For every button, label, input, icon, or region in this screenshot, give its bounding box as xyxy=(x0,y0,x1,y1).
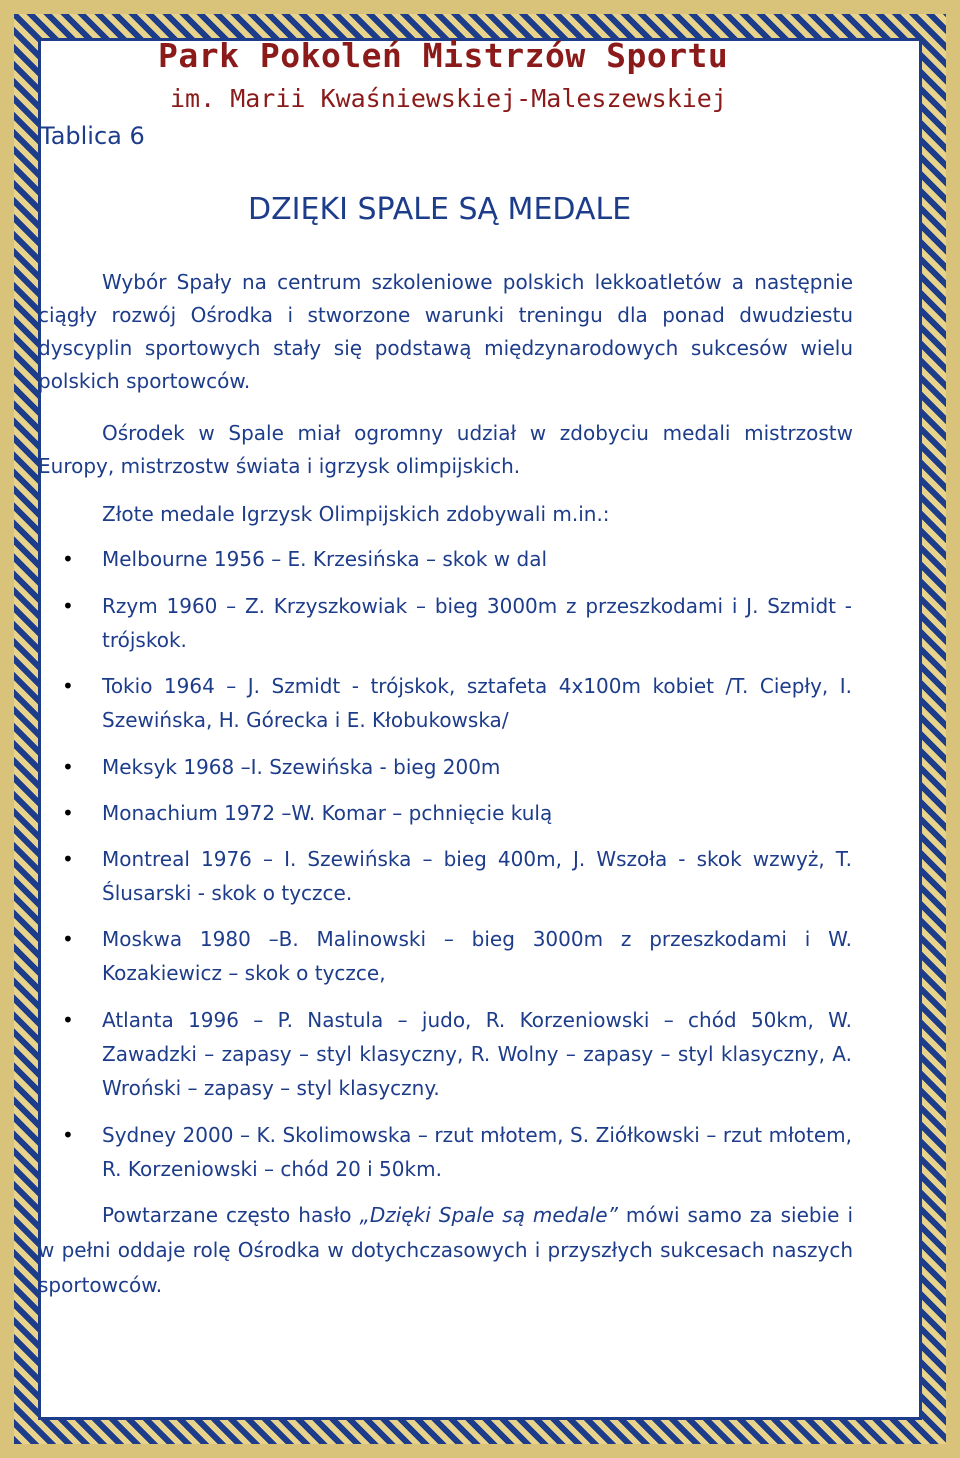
board-label: Tablica 6 xyxy=(40,122,145,150)
section-heading: DZIĘKI SPALE SĄ MEDALE xyxy=(248,192,632,227)
list-item-melbourne: • Melbourne 1956 – E. Krzesińska – skok w dal xyxy=(102,542,852,576)
medals-paragraph: Ośrodek w Spale miał ogromny udział w zdobyciu medali mistrzostw Europy, mistrzostw świata i igrzysk olimpijskich. xyxy=(38,421,853,478)
list-item-rzym: • Rzym 1960 – Z. Krzyszkowiak – bieg 3000m z przeszkodami i J. Szmidt - trójskok. xyxy=(102,589,852,657)
list-item-moskwa: • Moskwa 1980 –B. Malinowski – bieg 3000m z przeszkodami i W. Kozakiewicz – skok o tyczce, xyxy=(102,922,852,990)
intro-paragraph: Wybór Spały na centrum szkoleniowe polskich lekkoatletów a następnie ciągły rozwój Ośrodka i stworzone warunki treningu dla ponad dwudziestu dyscyplin sportowych stały się podstawą międzynarodowych sukcesów wielu polskich sportowców. xyxy=(38,270,853,393)
page-title: Park Pokoleń Mistrzów Sportu xyxy=(158,36,729,75)
list-item-meksyk: • Meksyk 1968 –I. Szewińska - bieg 200m xyxy=(102,750,852,784)
list-item-sydney: • Sydney 2000 – K. Skolimowska – rzut młotem, S. Ziółkowski – rzut młotem, R. Korzeniowski – chód 20 i 50km. xyxy=(102,1118,852,1186)
medals-intro: Złote medale Igrzysk Olimpijskich zdobywali m.in.: xyxy=(102,502,610,526)
list-item-montreal: • Montreal 1976 – I. Szewińska – bieg 400m, J. Wszoła - skok wzwyż, T. Ślusarski - skok o tyczce. xyxy=(102,842,852,910)
list-item-monachium: • Monachium 1972 –W. Komar – pchnięcie kulą xyxy=(102,796,852,830)
motto-quote: „Dzięki Spale są medale” xyxy=(359,1203,618,1227)
closing-text-start: Powtarzane często hasło xyxy=(102,1203,360,1227)
closing-paragraph xyxy=(38,1198,853,1303)
list-item-tokio: • Tokio 1964 – J. Szmidt - trójskok, sztafeta 4x100m kobiet /T. Ciepły, I. Szewińska, H. Górecka i E. Kłobukowska/ xyxy=(102,669,852,737)
list-item-atlanta: • Atlanta 1996 – P. Nastula – judo, R. Korzeniowski – chód 50km, W. Zawadzki – zapasy – styl klasyczny, R. Wolny – zapasy – styl klasyczny, A. Wroński – zapasy – styl klasyczny. xyxy=(102,1003,852,1105)
page-subtitle: im. Marii Kwaśniewskiej-Maleszewskiej xyxy=(170,84,727,113)
closing-text-end: mówi samo za siebie i w pełni oddaje rolę Ośrodka w dotychczasowych i przyszłych sukcesach naszych sportowców. xyxy=(38,1203,854,1297)
